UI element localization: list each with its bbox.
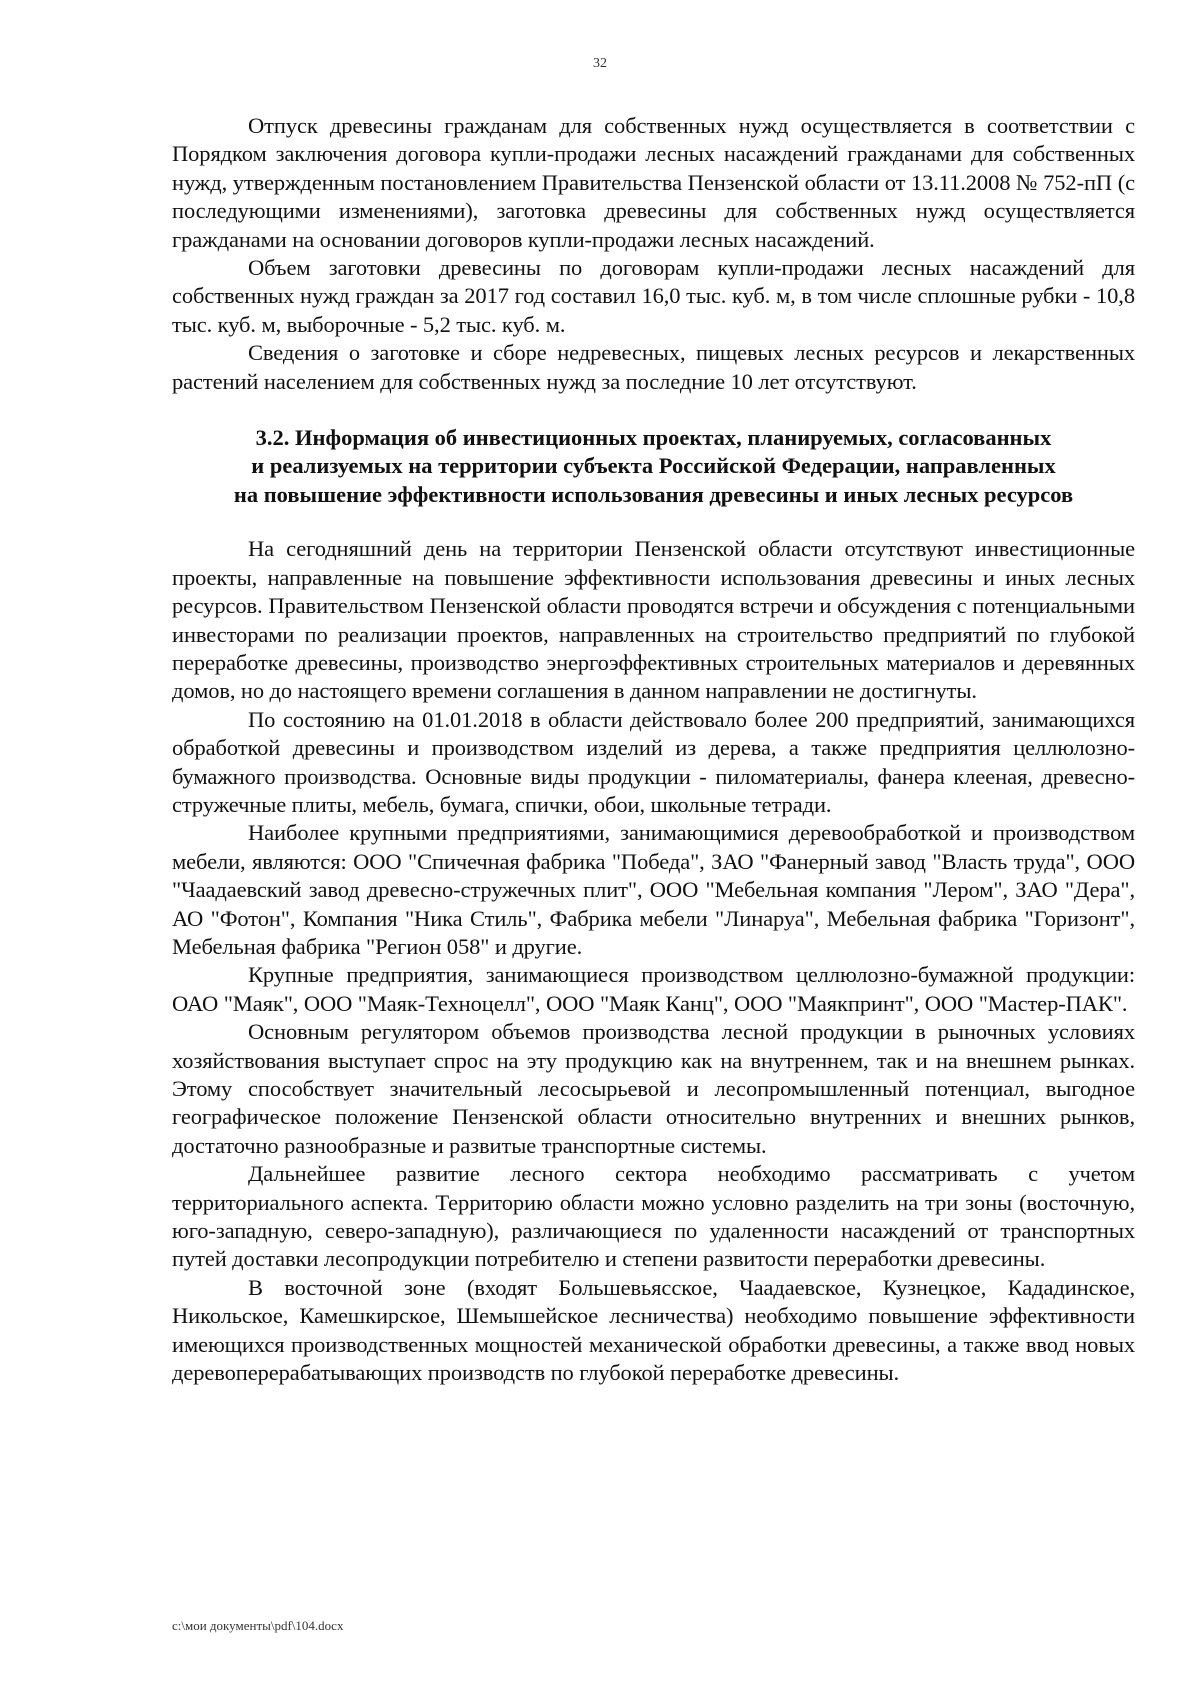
paragraph: Отпуск древесины гражданам для собственных нужд осуществляется в соответствии с Порядком заключения договора купли-продажи лесных насаждений гражданами для собственных нужд, утвержденным постановлением Правительства Пензенской области от 13.11.2008 № 752-пП (с последующими изменениями), заготовка древесины для собственных нужд осуществляется гражданами на основании договоров купли-продажи лесных насаждений. (172, 113, 1135, 252)
paragraph: Сведения о заготовке и сборе недревесных, пищевых лесных ресурсов и лекарственных растений населением для собственных нужд за последние 10 лет отсутствуют. (172, 340, 1135, 394)
paragraph: Основным регулятором объемов производства лесной продукции в рыночных условиях хозяйствования выступает спрос на эту продукцию как на внутреннем, так и на внешнем рынках. Этому способствует значительный лесосырьевой и лесопромышленный потенциал, выгодное географическое положение Пензенской области относительно внутренних и внешних рынков, достаточно разнообразные и развитые транспортные системы. (172, 1019, 1135, 1158)
page-number: 32 (593, 56, 607, 71)
paragraph: В восточной зоне (входят Большевьясское, Чаадаевское, Кузнецкое, Кададинское, Никольское, Камешкирское, Шемышейское лесничества) необходимо повышение эффективности имеющихся производственных мощностей механической обработки древесины, а также ввод новых деревоперерабатывающих производств по глубокой переработке древесины. (172, 1274, 1135, 1386)
paragraph: Крупные предприятия, занимающиеся производством целлюлозно-бумажной продукции: ОАО "Маяк", ООО "Маяк-Техноцелл", ООО "Маяк Канц", ООО "Маякпринт", ООО "Мастер-ПАК". (172, 962, 1135, 1016)
footer-file-path: c:\мои документы\pdf\104.docx (172, 1618, 344, 1633)
section-heading-line: 3.2. Информация об инвестиционных проектах, планируемых, согласованных (255, 425, 1052, 451)
section-heading-line: на повышение эффективности использования древесины и иных лесных ресурсов (233, 481, 1074, 507)
paragraph: Наиболее крупными предприятиями, занимающимися деревообработкой и производством мебели, являются: ООО "Спичечная фабрика "Победа", ЗАО "Фанерный завод "Власть труда", ООО "Чаадаевский завод древесно-стружечных плит", ООО "Мебельная компания "Лером", ЗАО "Дера", АО "Фотон", Компания "Ника Стиль", Фабрика мебели "Линаруа", Мебельная фабрика "Горизонт", Мебельная фабрика "Регион 058" и другие. (172, 820, 1135, 959)
paragraph: На сегодняшний день на территории Пензенской области отсутствуют инвестиционные проекты, направленные на повышение эффективности использования древесины и иных лесных ресурсов. Правительством Пензенской области проводятся встречи и обсуждения с потенциальными инвесторами по реализации проектов, направленных на строительство предприятий по глубокой переработке древесины, производство энергоэффективных строительных материалов и деревянных домов, но до настоящего времени соглашения в данном направлении не достигнуты. (172, 536, 1135, 704)
paragraph: Объем заготовки древесины по договорам купли-продажи лесных насаждений для собственных нужд граждан за 2017 год составил 16,0 тыс. куб. м, в том числе сплошные рубки - 10,8 тыс. куб. м, выборочные - 5,2 тыс. куб. м. (172, 255, 1135, 337)
section-heading (172, 424, 1135, 509)
paragraph: По состоянию на 01.01.2018 в области действовало более 200 предприятий, занимающихся обработкой древесины и производством изделий из дерева, а также предприятия целлюлозно-бумажного производства. Основные виды продукции - пиломатериалы, фанера клееная, древесно-стружечные плиты, мебель, бумага, спички, обои, школьные тетради. (172, 706, 1135, 817)
document-body (172, 112, 1135, 1387)
section-heading-line: и реализуемых на территории субъекта Российской Федерации, направленных (251, 453, 1056, 479)
paragraph: Дальнейшее развитие лесного сектора необходимо рассматривать с учетом территориального аспекта. Территорию области можно условно разделить на три зоны (восточную, юго-западную, северо-западную), различающиеся по удаленности насаждений от транспортных путей доставки лесопродукции потребителю и степени развитости переработки древесины. (172, 1161, 1135, 1272)
